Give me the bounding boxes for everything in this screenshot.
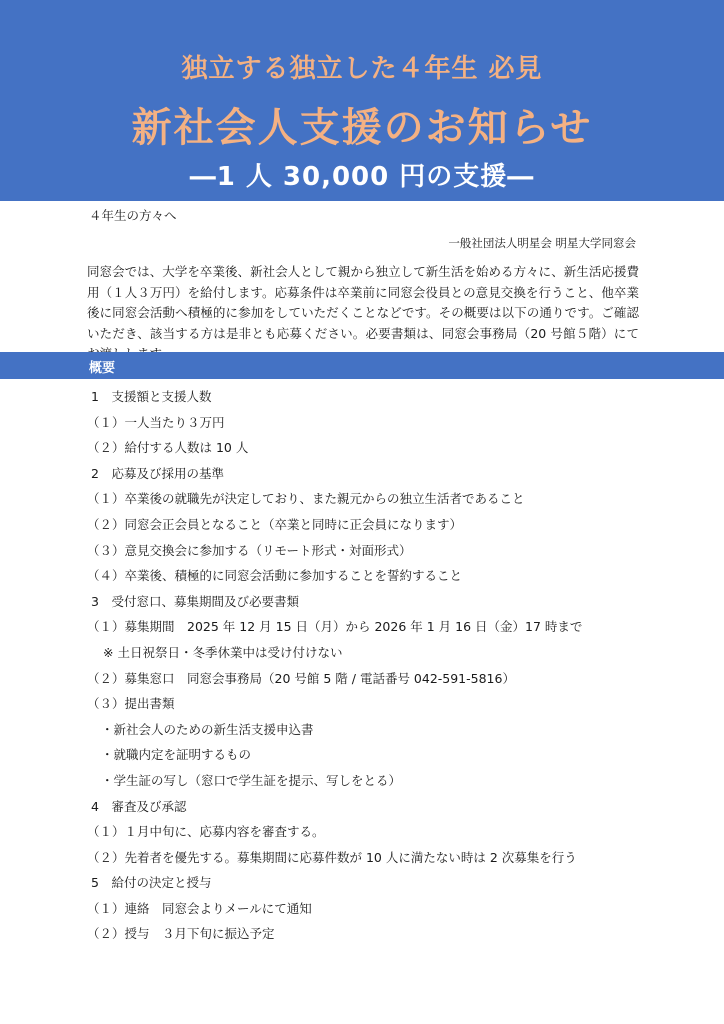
section-title: 概要 [89,361,116,376]
outline-item: （２）先着者を優先する。募集期間に応募件数が 10 人に満たない時は 2 次募集を行う [87,849,577,865]
outline-list [87,387,687,950]
outline-item: ・学生証の写し（窓口で学生証を提示、写しをとる） [101,772,402,788]
sender: 一般社団法人明星会 明星大学同窓会 [448,236,636,250]
header-subtitle: 独立する独立した４年生 必見 [181,54,543,84]
outline-item: （２）同窓会正会員となること（卒業と同時に正会員になります） [87,516,463,532]
outline-item: （１）１月中旬に、応募内容を審査する。 [87,824,325,840]
outline-heading: 5 給付の決定と授与 [91,875,212,891]
outline-item: （１）一人当たり３万円 [87,414,225,430]
outline-item: ※ 土日祝祭日・冬季休業中は受け付けない [103,644,343,660]
outline-heading: 1 支援額と支援人数 [91,389,212,404]
outline-item: （３）意見交換会に参加する（リモート形式・対面形式） [87,542,412,558]
outline-heading: 3 受付窓口、募集期間及び必要書類 [91,593,299,609]
outline-item: ・就職内定を証明するもの [101,747,252,763]
addressee: ４年生の方々へ [89,208,177,223]
outline-item: （３）提出書類 [87,696,175,712]
outline-item: （１）卒業後の就職先が決定しており、また親元からの独立生活者であること [87,491,525,507]
outline-item: （２）給付する人数は 10 人 [87,440,249,456]
outline-item: （２）授与 ３月下旬に振込予定 [87,926,275,942]
outline-heading: 2 応募及び採用の基準 [91,465,224,481]
outline-heading: 4 審査及び承認 [91,798,187,814]
outline-item: （４）卒業後、積極的に同窓会活動に参加することを誓約すること [87,568,463,584]
header-banner [0,0,724,201]
outline-item: （１）連絡 同窓会よりメールにて通知 [87,900,312,916]
outline-item: ・新社会人のための新生活支援申込書 [101,721,314,737]
support-amount: ―1 人 30,000 円の支援― [189,162,535,192]
intro-paragraph: 同窓会では、大学を卒業後、新社会人として親から独立して新生活を始める方々に、新生活応援費用（１人３万円）を給付します。応募条件は卒業前に同窓会役員との意見交換を行うこと、他卒業後に同窓会活動へ積極的に参加をしていただくことなどです。その概要は以下の通りです。ご確認いただき、該当する方は是非とも応募ください。必要書類は、同窓会事務局（20 号館５階）にて [87,264,639,341]
outline-item: （２）募集窓口 同窓会事務局（20 号館 5 階 / 電話番号 042-591-5816） [87,670,515,686]
page-title: 新社会人支援のお知らせ [131,105,593,151]
outline-item: （１）募集期間 2025 年 12 月 15 日（月）から 2026 年 1 月 16 日（金）17 時まで [87,619,583,635]
